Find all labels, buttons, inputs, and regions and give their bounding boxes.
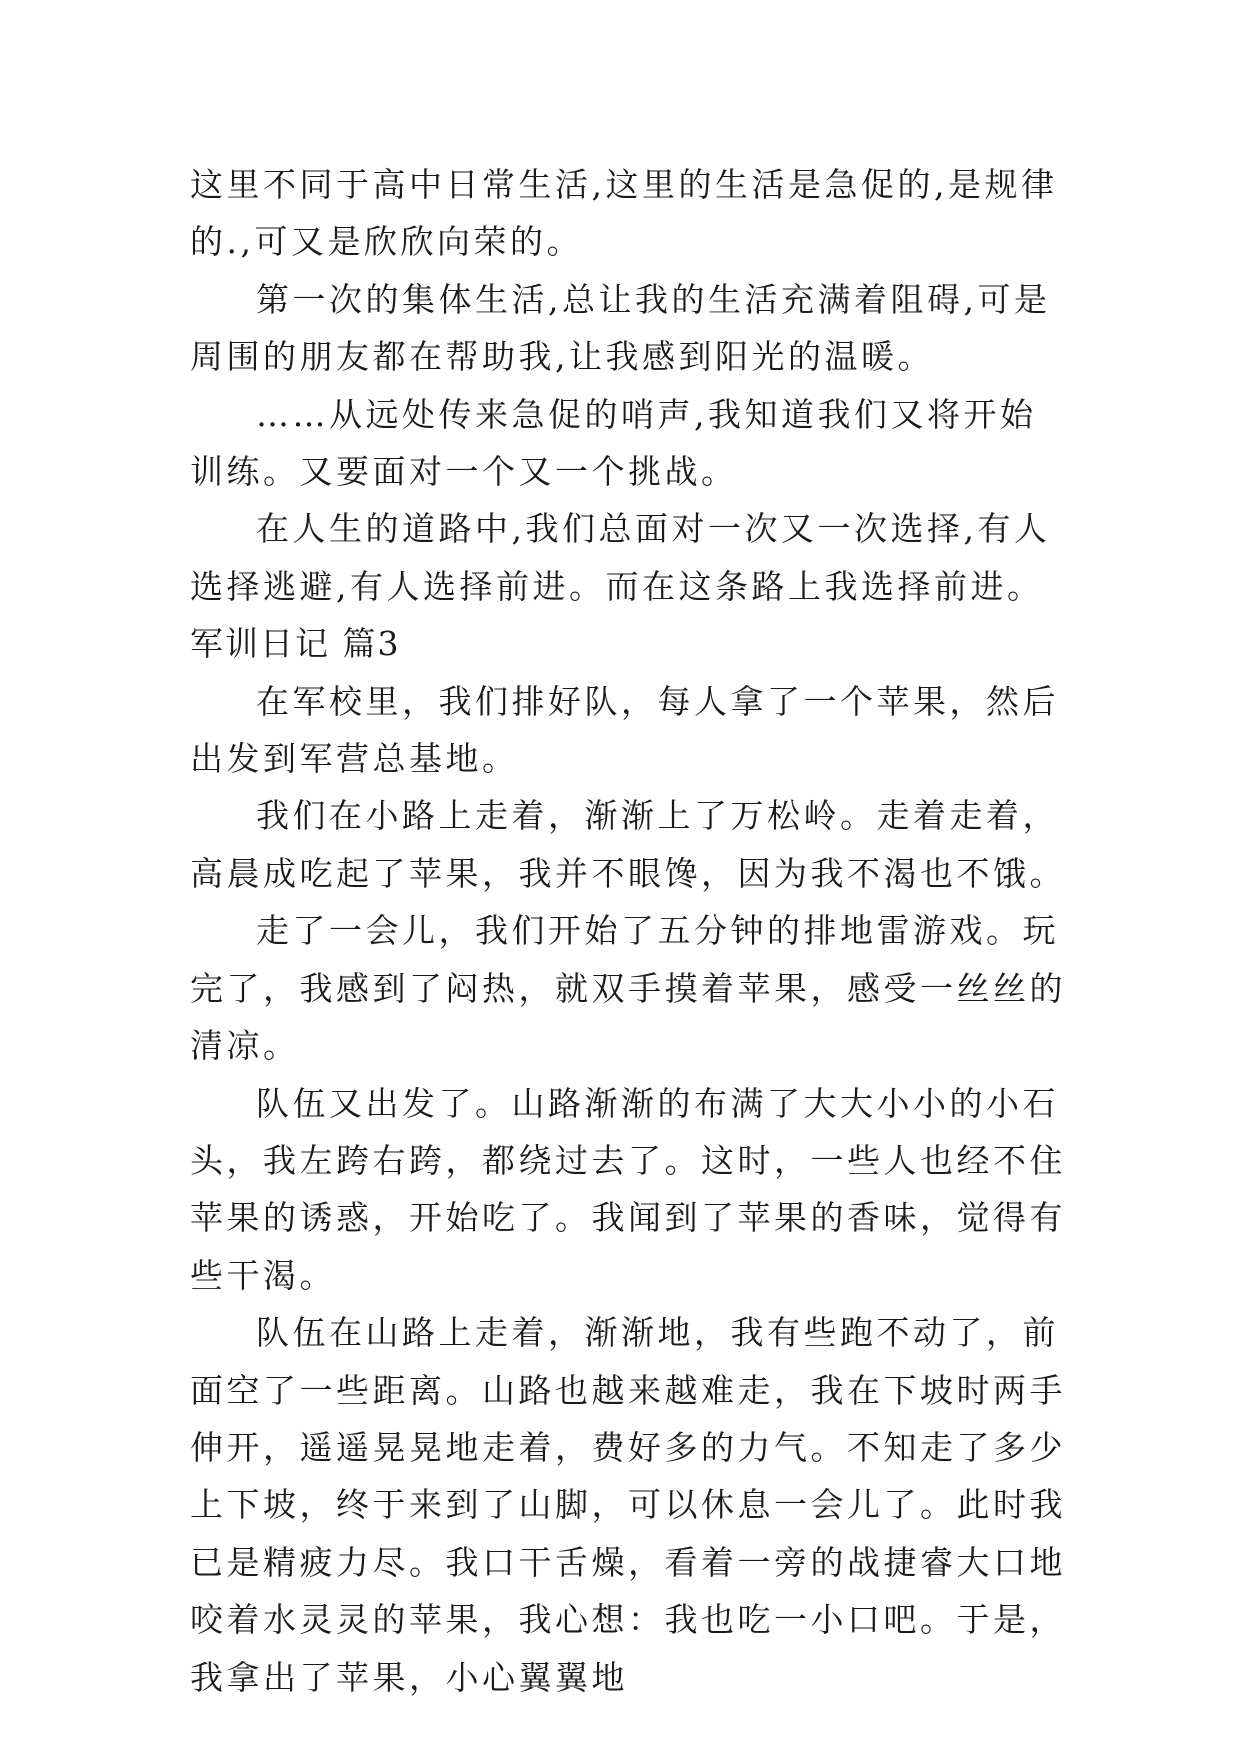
paragraph: ……从远处传来急促的哨声,我知道我们又将开始训练。又要面对一个又一个挑战。: [190, 394, 1037, 492]
paragraph: 队伍在山路上走着，渐渐地，我有些跑不动了，前面空了一些距离。山路也越来越难走，我在下坡时两手伸开，遥遥晃晃地走着，费好多的力气。不知走了多少上下坡，终于来到了山脚，可以休息一会儿了。此时我已是精疲力尽。我口干舌燥，看着一旁的战捷睿大口地咬着水灵灵的苹果，我心想：我也吃一小口吧。于是，我拿出了苹果，小心翼翼地: [190, 1313, 1066, 1697]
paragraph: 第一次的集体生活,总让我的生活充满着阻碍,可是周围的朋友都在帮助我,让我感到阳光的温暖。: [190, 279, 1051, 377]
paragraph: 走了一会儿，我们开始了五分钟的排地雷游戏。玩完了，我感到了闷热，就双手摸着苹果，感受一丝丝的清凉。: [190, 911, 1066, 1066]
paragraph: 队伍又出发了。山路渐渐的布满了大大小小的小石头，我左跨右跨，都绕过去了。这时，一些人也经不住苹果的诱惑，开始吃了。我闻到了苹果的香味，觉得有些干渴。: [190, 1083, 1066, 1295]
section-heading: 军训日记 篇3: [190, 624, 401, 664]
paragraph: 这里不同于高中日常生活,这里的生活是急促的,是规律的.,可又是欣欣向荣的。: [190, 165, 1058, 262]
paragraph: 在人生的道路中,我们总面对一次又一次选择,有人选择逃避,有人选择前进。而在这条路上我选择前进。: [190, 509, 1051, 606]
paragraph: 在军校里，我们排好队，每人拿了一个苹果，然后出发到军营总基地。: [190, 681, 1059, 779]
document-page: [190, 156, 1070, 1706]
paragraph: 我们在小路上走着，渐渐上了万松岭。走着走着，高晨成吃起了苹果，我并不眼馋，因为我不渴也不饿。: [190, 796, 1066, 893]
